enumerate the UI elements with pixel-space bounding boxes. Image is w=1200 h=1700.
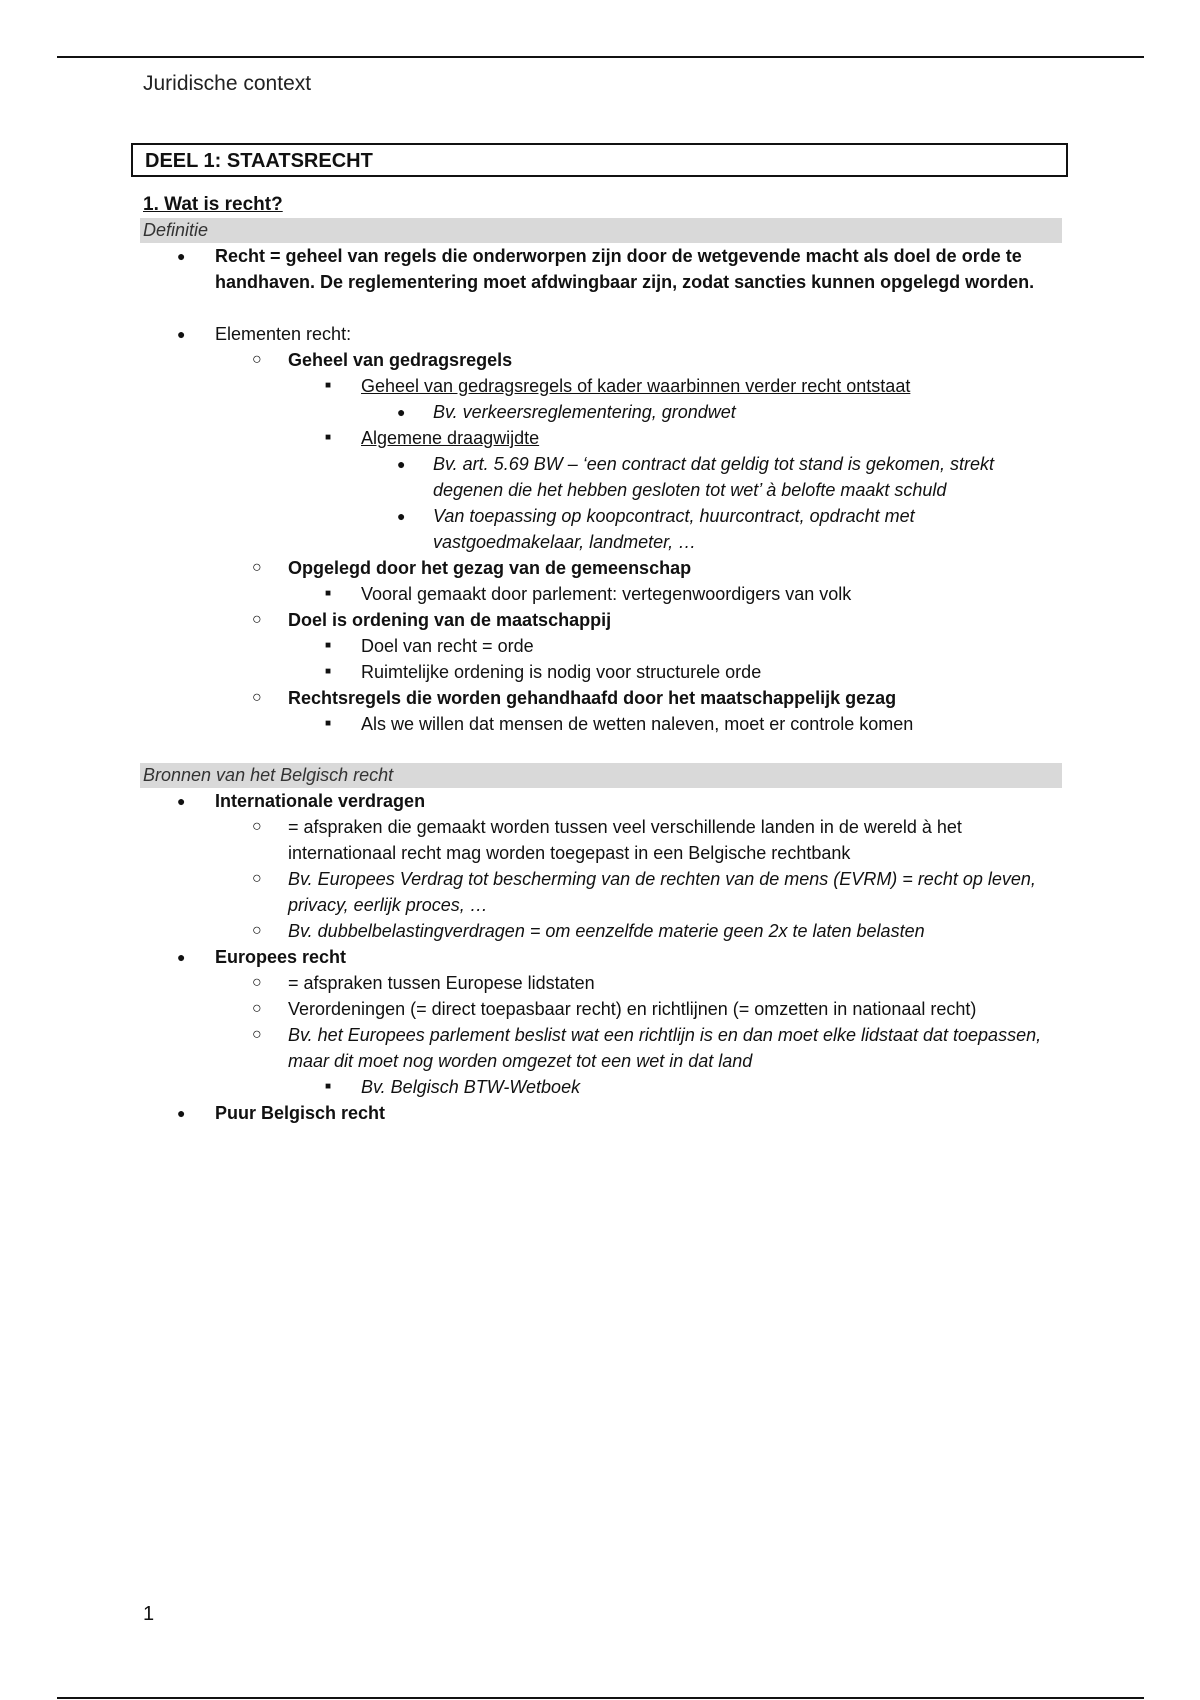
square-bullet-icon: ■ [325,1081,332,1092]
chapter-title: 1. Wat is recht? [143,194,283,215]
circle-bullet-icon: ○ [252,611,262,628]
list-item [140,321,1062,347]
list-item: ■ Algemene draagwijdte [140,425,1062,451]
circle-bullet-icon: ○ [252,689,262,706]
list-item: ○ Verordeningen (= direct toepasbaar recht) en richtlijnen (= omzetten in nationaal recht) [140,996,1062,1022]
circle-bullet-icon: ○ [252,1026,262,1043]
document-body [140,192,1062,1126]
list-item: ● Van toepassing op koopcontract, huurcontract, opdracht met vastgoedmakelaar, landmeter, … [140,503,1062,555]
list-item: ○ Bv. Europees Verdrag tot bescherming van de rechten van de mens (EVRM) = recht op leven, privacy, eerlijk proces, … [140,866,1062,918]
part-title: DEEL 1: STAATSRECHT [131,143,1068,177]
square-bullet-icon: ■ [325,380,332,391]
bullet-icon: ● [177,1105,186,1121]
list-item: ■ Als we willen dat mensen de wetten naleven, moet er controle komen [140,711,1062,737]
square-bullet-icon: ■ [325,718,332,729]
square-bullet-icon: ■ [325,666,332,677]
list-item: ● Bv. art. 5.69 BW – ‘een contract dat geldig tot stand is gekomen, strekt degenen die het hebben gesloten tot wet’ à belofte maakt schuld [140,451,1062,503]
definition-text: Recht = geheel van regels die onderworpen zijn door de wetgevende macht als doel de orde te handhaven. De reglementering moet afdwingbaar zijn, zodat sancties kunnen opgelegd worden. [215,246,1035,292]
list-item: ○ Rechtsregels die worden gehandhaafd door het maatschappelijk gezag [140,685,1062,711]
list-item: ○ Bv. dubbelbelastingverdragen = om eenzelfde materie geen 2x te laten belasten [140,918,1062,944]
bullet-icon: ● [177,248,186,264]
list-item: ○ Bv. het Europees parlement beslist wat een richtlijn is en dan moet elke lidstaat dat toepassen, maar dit moet nog worden omgezet tot een wet in dat land [140,1022,1062,1074]
header-rule [57,56,1144,58]
bullet-icon: ● [177,793,186,809]
list-item: ○ Doel is ordening van de maatschappij [140,607,1062,633]
bullet-icon: ● [177,949,186,965]
list-item: ■ Doel van recht = orde [140,633,1062,659]
footer-rule [57,1697,1144,1699]
circle-bullet-icon: ○ [252,974,262,991]
sources-list [140,788,1062,1126]
list-item: ■ Vooral gemaakt door parlement: vertegenwoordigers van volk [140,581,1062,607]
elementen-label: Elementen recht: [215,324,352,344]
bullet-icon: ● [397,456,406,472]
circle-bullet-icon: ○ [252,870,262,887]
bullet-icon: ● [397,404,406,420]
bullet-icon: ● [397,508,406,524]
definition-list [140,243,1062,737]
list-item: ● Internationale verdragen [140,788,1062,814]
section-heading-definitie: Definitie [140,218,1062,243]
list-item [140,243,1062,295]
circle-bullet-icon: ○ [252,351,262,368]
square-bullet-icon: ■ [325,588,332,599]
list-item: ○ Opgelegd door het gezag van de gemeenschap [140,555,1062,581]
square-bullet-icon: ■ [325,640,332,651]
list-item: ○ Geheel van gedragsregels [140,347,1062,373]
list-item: ○ = afspraken tussen Europese lidstaten [140,970,1062,996]
list-item: ■ Bv. Belgisch BTW-Wetboek [140,1074,1062,1100]
circle-bullet-icon: ○ [252,559,262,576]
circle-bullet-icon: ○ [252,922,262,939]
list-item: ○ = afspraken die gemaakt worden tussen veel verschillende landen in de wereld à het internationaal recht mag worden toegepast in een Belgische rechtbank [140,814,1062,866]
section-heading-bronnen: Bronnen van het Belgisch recht [140,763,1062,788]
page-header: Juridische context [143,72,312,95]
list-item: ● Puur Belgisch recht [140,1100,1062,1126]
circle-bullet-icon: ○ [252,1000,262,1017]
square-bullet-icon: ■ [325,432,332,443]
circle-bullet-icon: ○ [252,818,262,835]
list-item: ● Europees recht [140,944,1062,970]
list-item: ■ Geheel van gedragsregels of kader waarbinnen verder recht ontstaat [140,373,1062,399]
bullet-icon: ● [177,326,186,342]
page-number: 1 [143,1603,155,1625]
list-item: ● Bv. verkeersreglementering, grondwet [140,399,1062,425]
list-item: ■ Ruimtelijke ordening is nodig voor structurele orde [140,659,1062,685]
